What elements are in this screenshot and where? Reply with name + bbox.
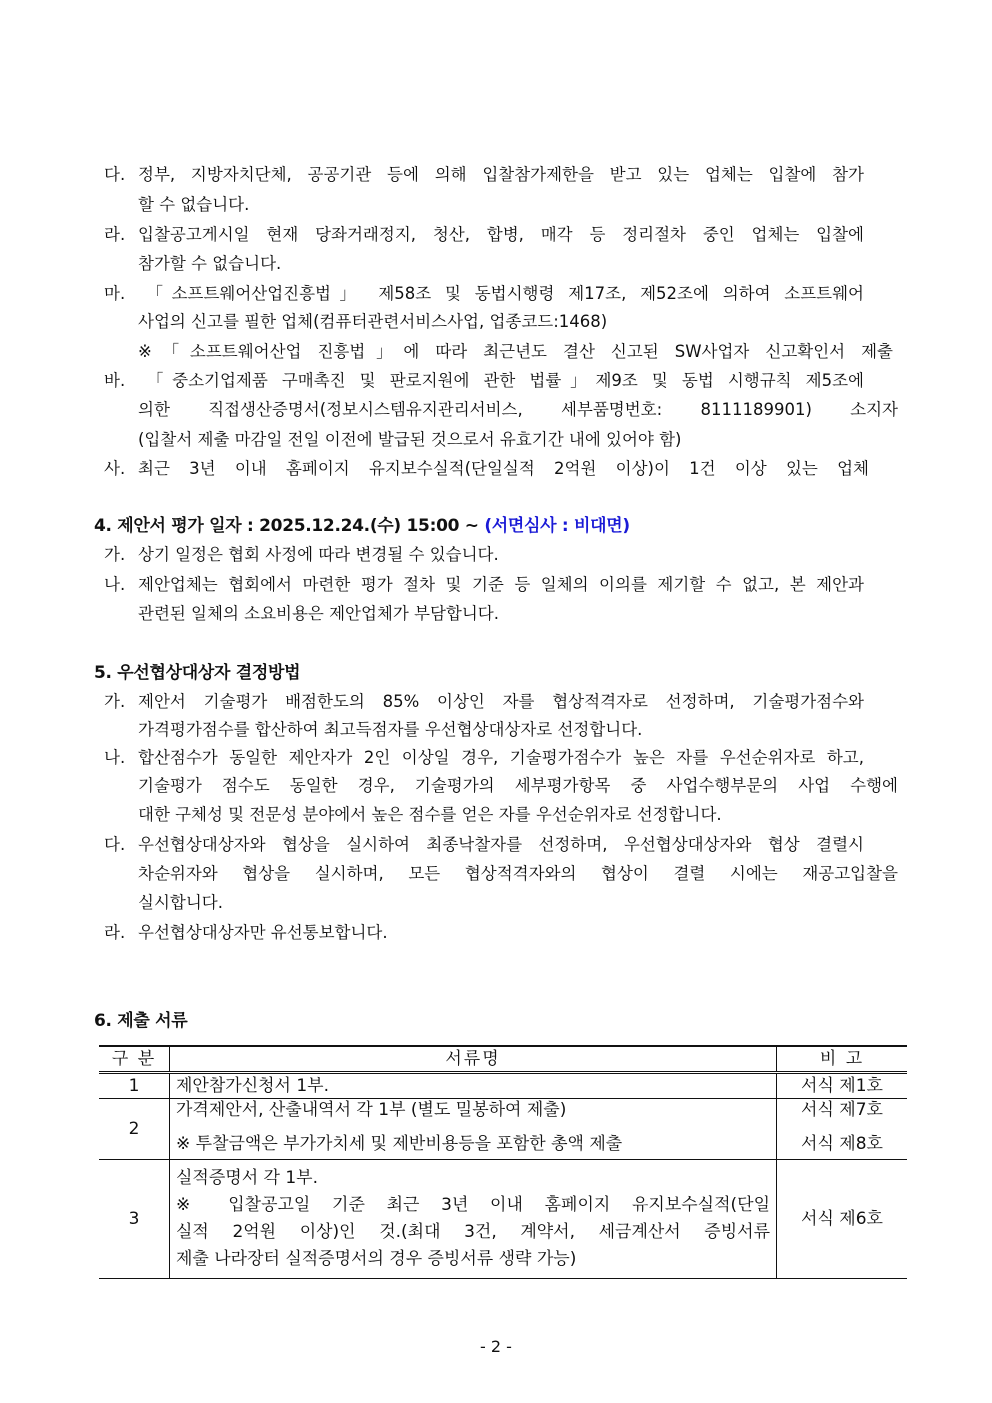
table-header-row xyxy=(99,1046,907,1073)
section5-item-na xyxy=(104,748,864,768)
item-ma xyxy=(104,284,864,304)
item-text: 합산점수가 동일한 제안자가 2인 이상일 경우, 기술평가점수가 높은 자를 우선순위자로 하고, xyxy=(138,748,864,767)
document-note: 실적 2억원 이상)인 것.(최대 3건, 계약서, 세금계산서 증빙서류 xyxy=(176,1222,770,1242)
remarks: 서식 제1호 xyxy=(777,1073,908,1099)
header-document-name: 서류명 xyxy=(445,1049,501,1069)
remarks xyxy=(777,1099,908,1160)
submission-documents-table xyxy=(99,1045,907,1279)
item-marker: 라. xyxy=(104,225,126,244)
item-marker: 마. xyxy=(104,284,126,303)
item-text: 「소프트웨어산업진흥법」 제58조 및 동법시행령 제17조, 제52조에 의하여 소프트웨어 xyxy=(138,284,864,303)
document-note: 제출 나라장터 실적증명서의 경우 증빙서류 생략 가능) xyxy=(176,1249,577,1269)
section5-item-na-cont-1: 기술평가 점수도 동일한 경우, 기술평가의 세부평가항목 중 사업수행부문의 사업 수행에 xyxy=(138,776,898,795)
document-note: ※ 투찰금액은 부가가치세 및 제반비용등을 포함한 총액 제출 xyxy=(176,1134,623,1154)
section5-item-ga-cont: 가격평가점수를 합산하여 최고득점자를 우선협상대상자로 선정합니다. xyxy=(138,720,643,739)
section4-item-ga xyxy=(104,545,499,565)
section4-item-na xyxy=(104,575,864,595)
section5-item-da xyxy=(104,835,864,855)
item-ra-cont: 참가할 수 없습니다. xyxy=(138,254,282,273)
remarks-line: 서식 제8호 xyxy=(801,1134,883,1154)
item-ba xyxy=(104,371,864,391)
item-marker: 나. xyxy=(104,748,126,767)
item-text: 「중소기업제품 구매촉진 및 판로지원에 관한 법률」제9조 및 동법 시행규칙 제5조에 xyxy=(138,371,864,390)
row-number: 1 xyxy=(99,1073,170,1099)
section5-item-na-cont-2: 대한 구체성 및 전문성 분야에서 높은 점수를 얻은 자를 우선순위자로 선정합니다. xyxy=(138,805,722,824)
item-marker: 가. xyxy=(104,545,126,564)
item-text: 정부, 지방자치단체, 공공기관 등에 의해 입찰참가제한을 받고 있는 업체는 입찰에 참가 xyxy=(138,165,864,184)
table-row xyxy=(99,1160,907,1279)
table-row xyxy=(99,1073,907,1099)
item-text: 제안업체는 협회에서 마련한 평가 절차 및 기준 등 일체의 이의를 제기할 수 없고, 본 제안과 xyxy=(138,575,864,594)
document-line: 가격제안서, 산출내역서 각 1부 (별도 밀봉하여 제출) xyxy=(176,1100,567,1120)
item-ba-cont-2: (입찰서 제출 마감일 전일 이전에 발급된 것으로서 유효기간 내에 있어야 함) xyxy=(138,430,682,449)
item-text: 우선협상대상자와 협상을 실시하여 최종낙찰자를 선정하며, 우선협상대상자와 협상 결렬시 xyxy=(138,835,864,854)
section4-item-na-cont: 관련된 일체의 소요비용은 제안업체가 부담합니다. xyxy=(138,604,499,623)
item-text: 우선협상대상자만 유선통보합니다. xyxy=(138,923,388,942)
heading-text: 4. 제안서 평가 일자 : 2025.12.24.(수) 15:00 ~ xyxy=(94,516,485,536)
document-name xyxy=(170,1099,777,1160)
section5-item-ra xyxy=(104,923,388,943)
item-marker: 다. xyxy=(104,835,126,854)
row-number: 3 xyxy=(99,1160,170,1279)
item-ma-note: ※「소프트웨어산업 진흥법」에 따라 최근년도 결산 신고된 SW사업자 신고확인서 제출 xyxy=(138,342,893,361)
header-remarks: 비 고 xyxy=(777,1046,908,1073)
section5-item-ga xyxy=(104,692,864,712)
heading-highlight: (서면심사 : 비대면) xyxy=(484,516,630,536)
section-4-heading xyxy=(94,515,630,537)
item-ba-cont-1: 의한 직접생산증명서(정보시스템유지관리서비스, 세부품명번호: 8111189901) 소지자 xyxy=(138,400,898,419)
item-text: 제안서 기술평가 배점한도의 85% 이상인 자를 협상적격자로 선정하며, 기술평가점수와 xyxy=(138,692,864,711)
item-marker: 라. xyxy=(104,923,126,942)
item-sa xyxy=(104,459,869,479)
header-category: 구 분 xyxy=(99,1046,170,1073)
page-number: - 2 - xyxy=(480,1337,512,1356)
section5-item-da-cont-2: 실시합니다. xyxy=(138,893,223,912)
section5-item-da-cont-1: 차순위자와 협상을 실시하며, 모든 협상적격자와의 협상이 결렬 시에는 재공고입찰을 xyxy=(138,864,898,883)
item-marker: 사. xyxy=(104,459,126,478)
item-marker: 나. xyxy=(104,575,126,594)
item-marker: 다. xyxy=(104,165,126,184)
section-6-heading: 6. 제출 서류 xyxy=(94,1011,188,1031)
item-marker: 바. xyxy=(104,371,126,390)
document-note: ※ 입찰공고일 기준 최근 3년 이내 홈페이지 유지보수실적(단일 xyxy=(176,1195,770,1215)
document-name xyxy=(170,1160,777,1279)
row-number: 2 xyxy=(99,1099,170,1160)
table-row xyxy=(99,1099,907,1160)
item-da xyxy=(104,165,864,185)
item-text: 상기 일정은 협회 사정에 따라 변경될 수 있습니다. xyxy=(138,545,499,564)
item-text: 최근 3년 이내 홈페이지 유지보수실적(단일실적 2억원 이상)이 1건 이상 있는 업체 xyxy=(138,459,869,478)
remarks: 서식 제6호 xyxy=(777,1160,908,1279)
item-da-cont: 할 수 없습니다. xyxy=(138,195,250,214)
document-name: 제안참가신청서 1부. xyxy=(176,1076,329,1096)
item-ra xyxy=(104,225,864,245)
section-5-heading: 5. 우선협상대상자 결정방법 xyxy=(94,663,301,683)
remarks-line: 서식 제7호 xyxy=(801,1100,883,1120)
item-ma-cont: 사업의 신고를 필한 업체(컴퓨터관련서비스사업, 업종코드:1468) xyxy=(138,312,608,331)
item-marker: 가. xyxy=(104,692,126,711)
document-line: 실적증명서 각 1부. xyxy=(176,1168,318,1188)
item-text: 입찰공고게시일 현재 당좌거래정지, 청산, 합병, 매각 등 정리절차 중인 업체는 입찰에 xyxy=(138,225,864,244)
